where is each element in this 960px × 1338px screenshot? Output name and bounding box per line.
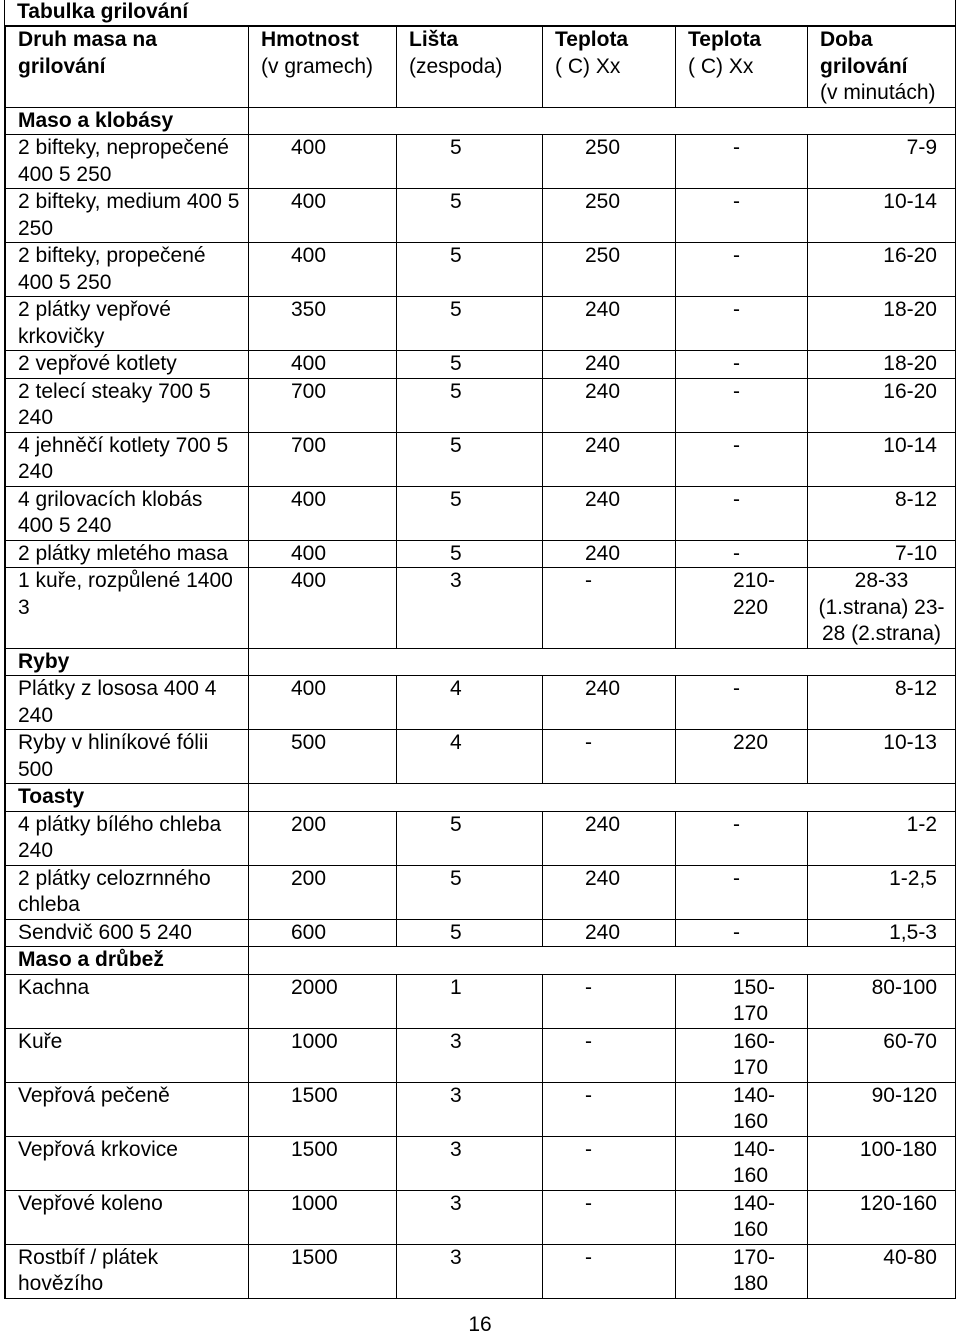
rack-cell: 5	[397, 243, 543, 297]
temperature-2-cell: -	[676, 243, 808, 297]
weight-cell: 350	[249, 297, 397, 351]
grill-time-cell: 1,5-3	[808, 919, 956, 947]
table-row	[6, 540, 956, 568]
meat-type-cell: 2 vepřové kotlety	[6, 351, 249, 379]
weight-cell: 1000	[249, 1028, 397, 1082]
table-row	[6, 378, 956, 432]
weight-cell: 1500	[249, 1244, 397, 1298]
temperature-2-cell: -	[676, 297, 808, 351]
weight-cell: 400	[249, 486, 397, 540]
grill-time-cell: 16-20	[808, 243, 956, 297]
weight-cell: 1000	[249, 1190, 397, 1244]
grill-table	[5, 26, 956, 1299]
grill-time-cell: 28-33 (1.strana) 23-28 (2.strana)	[808, 568, 956, 649]
meat-type-cell: Ryby v hliníkové fólii 500	[6, 730, 249, 784]
weight-cell: 400	[249, 568, 397, 649]
temperature-1-cell: 250	[543, 135, 676, 189]
rack-cell: 5	[397, 351, 543, 379]
temperature-1-cell: 240	[543, 676, 676, 730]
table-row	[6, 351, 956, 379]
temperature-1-cell: 240	[543, 919, 676, 947]
grill-time-cell: 10-14	[808, 432, 956, 486]
temperature-1-cell: 240	[543, 351, 676, 379]
rack-cell: 3	[397, 1190, 543, 1244]
rack-cell: 3	[397, 568, 543, 649]
meat-type-cell: Kachna	[6, 974, 249, 1028]
table-row	[6, 1136, 956, 1190]
weight-cell: 600	[249, 919, 397, 947]
temperature-1-cell: 240	[543, 540, 676, 568]
temperature-1-cell: -	[543, 1190, 676, 1244]
weight-cell: 200	[249, 865, 397, 919]
rack-cell: 5	[397, 378, 543, 432]
rack-cell: 5	[397, 540, 543, 568]
section-empty-cell	[249, 648, 956, 676]
grill-time-cell: 100-180	[808, 1136, 956, 1190]
table-row	[6, 1190, 956, 1244]
meat-type-cell: 1 kuře, rozpůlené 1400 3	[6, 568, 249, 649]
rack-cell: 5	[397, 189, 543, 243]
section-title: Toasty	[6, 784, 249, 812]
meat-type-cell: Plátky z lososa 400 4 240	[6, 676, 249, 730]
section-empty-cell	[249, 107, 956, 135]
meat-type-cell: 4 jehněčí kotlety 700 5 240	[6, 432, 249, 486]
section-title: Maso a klobásy	[6, 107, 249, 135]
grill-time-cell: 90-120	[808, 1082, 956, 1136]
temperature-1-cell: 240	[543, 486, 676, 540]
grill-time-cell: 8-12	[808, 676, 956, 730]
header-weight: Hmotnost (v gramech)	[249, 27, 397, 108]
meat-type-cell: Sendvič 600 5 240	[6, 919, 249, 947]
weight-cell: 700	[249, 432, 397, 486]
table-row	[6, 974, 956, 1028]
temperature-2-cell: -	[676, 540, 808, 568]
temperature-2-cell: 170-180	[676, 1244, 808, 1298]
grill-table-frame	[4, 0, 956, 1299]
header-temperature-1: Teplota ( C) Xx	[543, 27, 676, 108]
meat-type-cell: 2 bifteky, nepropečené 400 5 250	[6, 135, 249, 189]
section-row	[6, 648, 956, 676]
weight-cell: 400	[249, 135, 397, 189]
weight-cell: 1500	[249, 1136, 397, 1190]
temperature-2-cell: -	[676, 135, 808, 189]
temperature-2-cell: -	[676, 486, 808, 540]
temperature-2-cell: -	[676, 378, 808, 432]
temperature-1-cell: -	[543, 974, 676, 1028]
header-meat-type: Druh masa na grilování	[6, 27, 249, 108]
meat-type-cell: Vepřová krkovice	[6, 1136, 249, 1190]
temperature-1-cell: 240	[543, 297, 676, 351]
table-row	[6, 811, 956, 865]
weight-cell: 400	[249, 351, 397, 379]
table-row	[6, 1028, 956, 1082]
weight-cell: 1500	[249, 1082, 397, 1136]
grill-time-cell: 120-160	[808, 1190, 956, 1244]
table-row	[6, 730, 956, 784]
table-row	[6, 135, 956, 189]
rack-cell: 4	[397, 676, 543, 730]
temperature-2-cell: -	[676, 865, 808, 919]
section-title: Maso a drůbež	[6, 947, 249, 975]
rack-cell: 5	[397, 919, 543, 947]
weight-cell: 500	[249, 730, 397, 784]
temperature-1-cell: -	[543, 1028, 676, 1082]
meat-type-cell: 4 plátky bílého chleba 240	[6, 811, 249, 865]
table-title: Tabulka grilování	[17, 0, 189, 23]
table-title-cell	[5, 0, 955, 26]
meat-type-cell: 2 telecí steaky 700 5 240	[6, 378, 249, 432]
weight-cell: 400	[249, 189, 397, 243]
weight-cell: 200	[249, 811, 397, 865]
meat-type-cell: Kuře	[6, 1028, 249, 1082]
meat-type-cell: 2 plátky celozrnného chleba	[6, 865, 249, 919]
temperature-1-cell: 240	[543, 865, 676, 919]
header-temperature-2: Teplota ( C) Xx	[676, 27, 808, 108]
table-row	[6, 865, 956, 919]
table-row	[6, 676, 956, 730]
temperature-1-cell: 250	[543, 189, 676, 243]
weight-cell: 400	[249, 676, 397, 730]
section-empty-cell	[249, 947, 956, 975]
temperature-2-cell: -	[676, 811, 808, 865]
grill-time-cell: 1-2	[808, 811, 956, 865]
weight-cell: 400	[249, 540, 397, 568]
weight-cell: 700	[249, 378, 397, 432]
temperature-1-cell: -	[543, 1244, 676, 1298]
section-title: Ryby	[6, 648, 249, 676]
grill-time-cell: 80-100	[808, 974, 956, 1028]
table-row	[6, 243, 956, 297]
temperature-1-cell: -	[543, 1082, 676, 1136]
temperature-2-cell: 140-160	[676, 1190, 808, 1244]
rack-cell: 4	[397, 730, 543, 784]
meat-type-cell: Rostbíf / plátek hovězího	[6, 1244, 249, 1298]
temperature-1-cell: 240	[543, 432, 676, 486]
rack-cell: 5	[397, 486, 543, 540]
table-body	[6, 107, 956, 1298]
temperature-2-cell: -	[676, 351, 808, 379]
table-row	[6, 297, 956, 351]
header-rack: Lišta (zespoda)	[397, 27, 543, 108]
grill-time-cell: 7-9	[808, 135, 956, 189]
rack-cell: 5	[397, 135, 543, 189]
grill-time-cell: 40-80	[808, 1244, 956, 1298]
rack-cell: 3	[397, 1244, 543, 1298]
temperature-1-cell: 250	[543, 243, 676, 297]
meat-type-cell: 2 bifteky, medium 400 5 250	[6, 189, 249, 243]
grill-time-cell: 10-14	[808, 189, 956, 243]
temperature-1-cell: -	[543, 1136, 676, 1190]
temperature-2-cell: -	[676, 919, 808, 947]
grill-time-cell: 8-12	[808, 486, 956, 540]
table-row	[6, 1082, 956, 1136]
meat-type-cell: 2 plátky vepřové krkovičky	[6, 297, 249, 351]
rack-cell: 5	[397, 432, 543, 486]
rack-cell: 3	[397, 1082, 543, 1136]
grill-time-cell: 1-2,5	[808, 865, 956, 919]
temperature-2-cell: 150-170	[676, 974, 808, 1028]
temperature-1-cell: -	[543, 568, 676, 649]
temperature-2-cell: 140-160	[676, 1082, 808, 1136]
table-row	[6, 189, 956, 243]
weight-cell: 400	[249, 243, 397, 297]
grill-time-cell: 16-20	[808, 378, 956, 432]
header-grill-time: Doba grilování (v minutách)	[808, 27, 956, 108]
section-row	[6, 947, 956, 975]
section-empty-cell	[249, 784, 956, 812]
meat-type-cell: Vepřová pečeně	[6, 1082, 249, 1136]
rack-cell: 5	[397, 811, 543, 865]
table-row	[6, 919, 956, 947]
temperature-1-cell: 240	[543, 378, 676, 432]
grill-time-cell: 7-10	[808, 540, 956, 568]
table-row	[6, 486, 956, 540]
section-row	[6, 107, 956, 135]
table-row	[6, 432, 956, 486]
temperature-1-cell: -	[543, 730, 676, 784]
page-number: 16	[468, 1313, 492, 1336]
rack-cell: 5	[397, 865, 543, 919]
temperature-2-cell: -	[676, 432, 808, 486]
section-row	[6, 784, 956, 812]
rack-cell: 5	[397, 297, 543, 351]
temperature-2-cell: -	[676, 189, 808, 243]
temperature-2-cell: -	[676, 676, 808, 730]
table-row	[6, 568, 956, 649]
meat-type-cell: 2 plátky mletého masa	[6, 540, 249, 568]
temperature-2-cell: 210-220	[676, 568, 808, 649]
rack-cell: 3	[397, 1136, 543, 1190]
meat-type-cell: Vepřové koleno	[6, 1190, 249, 1244]
header-row	[6, 27, 956, 108]
temperature-2-cell: 140-160	[676, 1136, 808, 1190]
grill-time-cell: 60-70	[808, 1028, 956, 1082]
meat-type-cell: 2 bifteky, propečené 400 5 250	[6, 243, 249, 297]
rack-cell: 1	[397, 974, 543, 1028]
table-row	[6, 1244, 956, 1298]
grill-time-cell: 18-20	[808, 351, 956, 379]
weight-cell: 2000	[249, 974, 397, 1028]
meat-type-cell: 4 grilovacích klobás 400 5 240	[6, 486, 249, 540]
rack-cell: 3	[397, 1028, 543, 1082]
temperature-2-cell: 220	[676, 730, 808, 784]
grill-time-cell: 10-13	[808, 730, 956, 784]
grill-time-cell: 18-20	[808, 297, 956, 351]
temperature-2-cell: 160-170	[676, 1028, 808, 1082]
temperature-1-cell: 240	[543, 811, 676, 865]
